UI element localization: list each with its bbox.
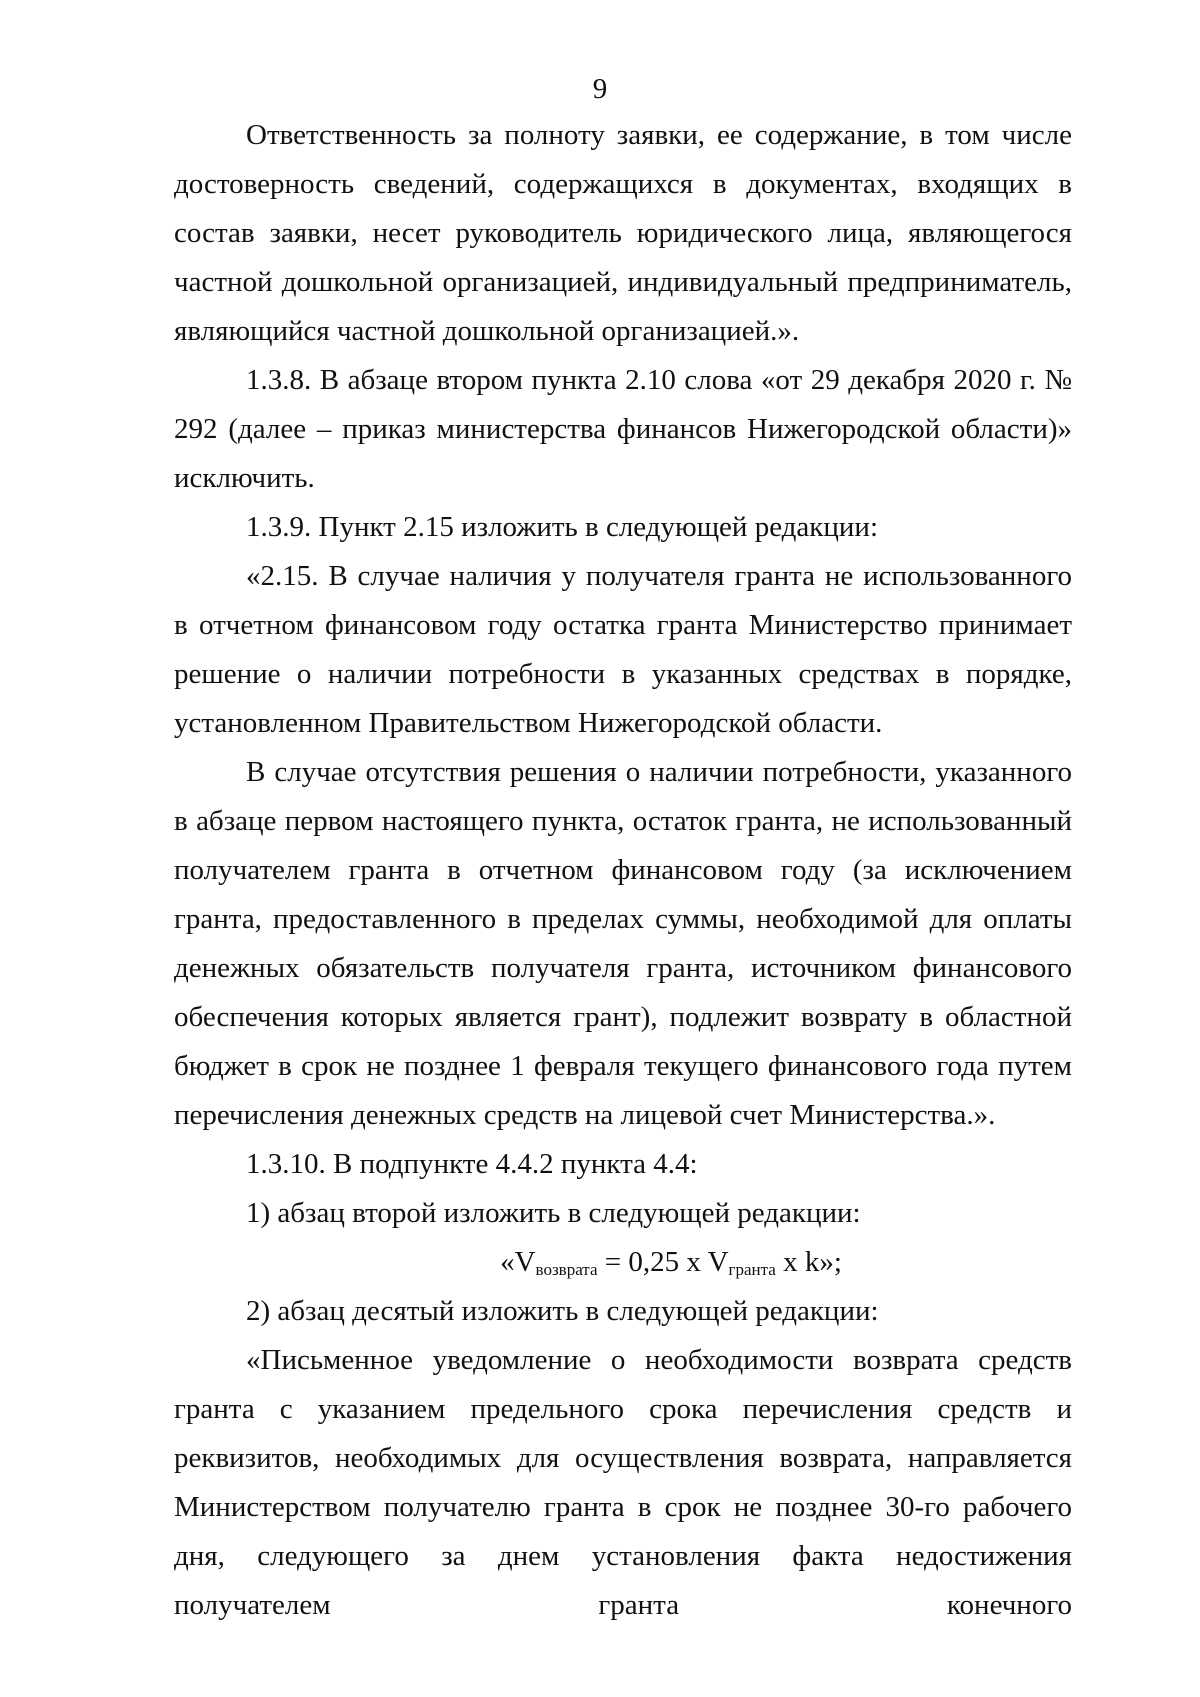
paragraph-subclause-1: 1) абзац второй изложить в следующей редакции: [246,1197,861,1229]
paragraph-2-15-first: «2.15. В случае наличия у получателя гранта не использованного в отчетном финансовом году остатка гранта Министерство принимает решение о наличии потребности в указанных средствах в порядке, установленном Правительством Нижегородской области. [174,560,1072,739]
paragraph-notification: «Письменное уведомление о необходимости возврата средств гранта с указанием предельного срока перечисления средств и реквизитов, необходимых для осуществления возврата, направляется Министерством получателю гранта в срок не позднее 30-го рабочего дня, следующего за днем установления факта недостижения получателем гранта конечного [174,1344,1072,1621]
paragraph-1-3-10: 1.3.10. В подпункте 4.4.2 пункта 4.4: [246,1148,698,1180]
formula-open: «V [500,1246,536,1278]
paragraph-2-15-second: В случае отсутствия решения о наличии потребности, указанного в абзаце первом настоящего пункта, остаток гранта, не использованный получателем гранта в отчетном финансовом году (за исключением гранта, предоставленного в пределах суммы, необходимой для оплаты денежных обязательств получателя гранта, источником финансового обеспечения которых является грант), подлежит возврату в областной бюджет в срок не позднее 1 февраля текущего финансового года путем перечисления денежных средств на лицевой счет Министерства.». [174,756,1072,1131]
paragraph-subclause-2: 2) абзац десятый изложить в следующей редакции: [246,1295,879,1327]
paragraph-1-3-9: 1.3.9. Пункт 2.15 изложить в следующей редакции: [246,511,879,543]
formula-end: x k»; [775,1246,842,1278]
formula-middle: = 0,25 x V [597,1246,729,1278]
formula-subscript-grant: гранта [728,1260,776,1279]
formula-return-amount [174,1238,1072,1287]
formula-subscript-return: возврата [535,1260,598,1279]
page-number: 9 [592,73,608,105]
paragraph-1-3-8: 1.3.8. В абзаце втором пункта 2.10 слова «от 29 декабря 2020 г. № 292 (далее – приказ министерства финансов Нижегородской области)» исключить. [174,364,1072,494]
document-body [174,111,1072,1630]
paragraph-responsibility: Ответственность за полноту заявки, ее содержание, в том числе достоверность сведений, содержащихся в документах, входящих в состав заявки, несет руководитель юридического лица, являющегося частной дошкольной организацией, индивидуальный предприниматель, являющийся частной дошкольной организацией.». [174,119,1072,347]
